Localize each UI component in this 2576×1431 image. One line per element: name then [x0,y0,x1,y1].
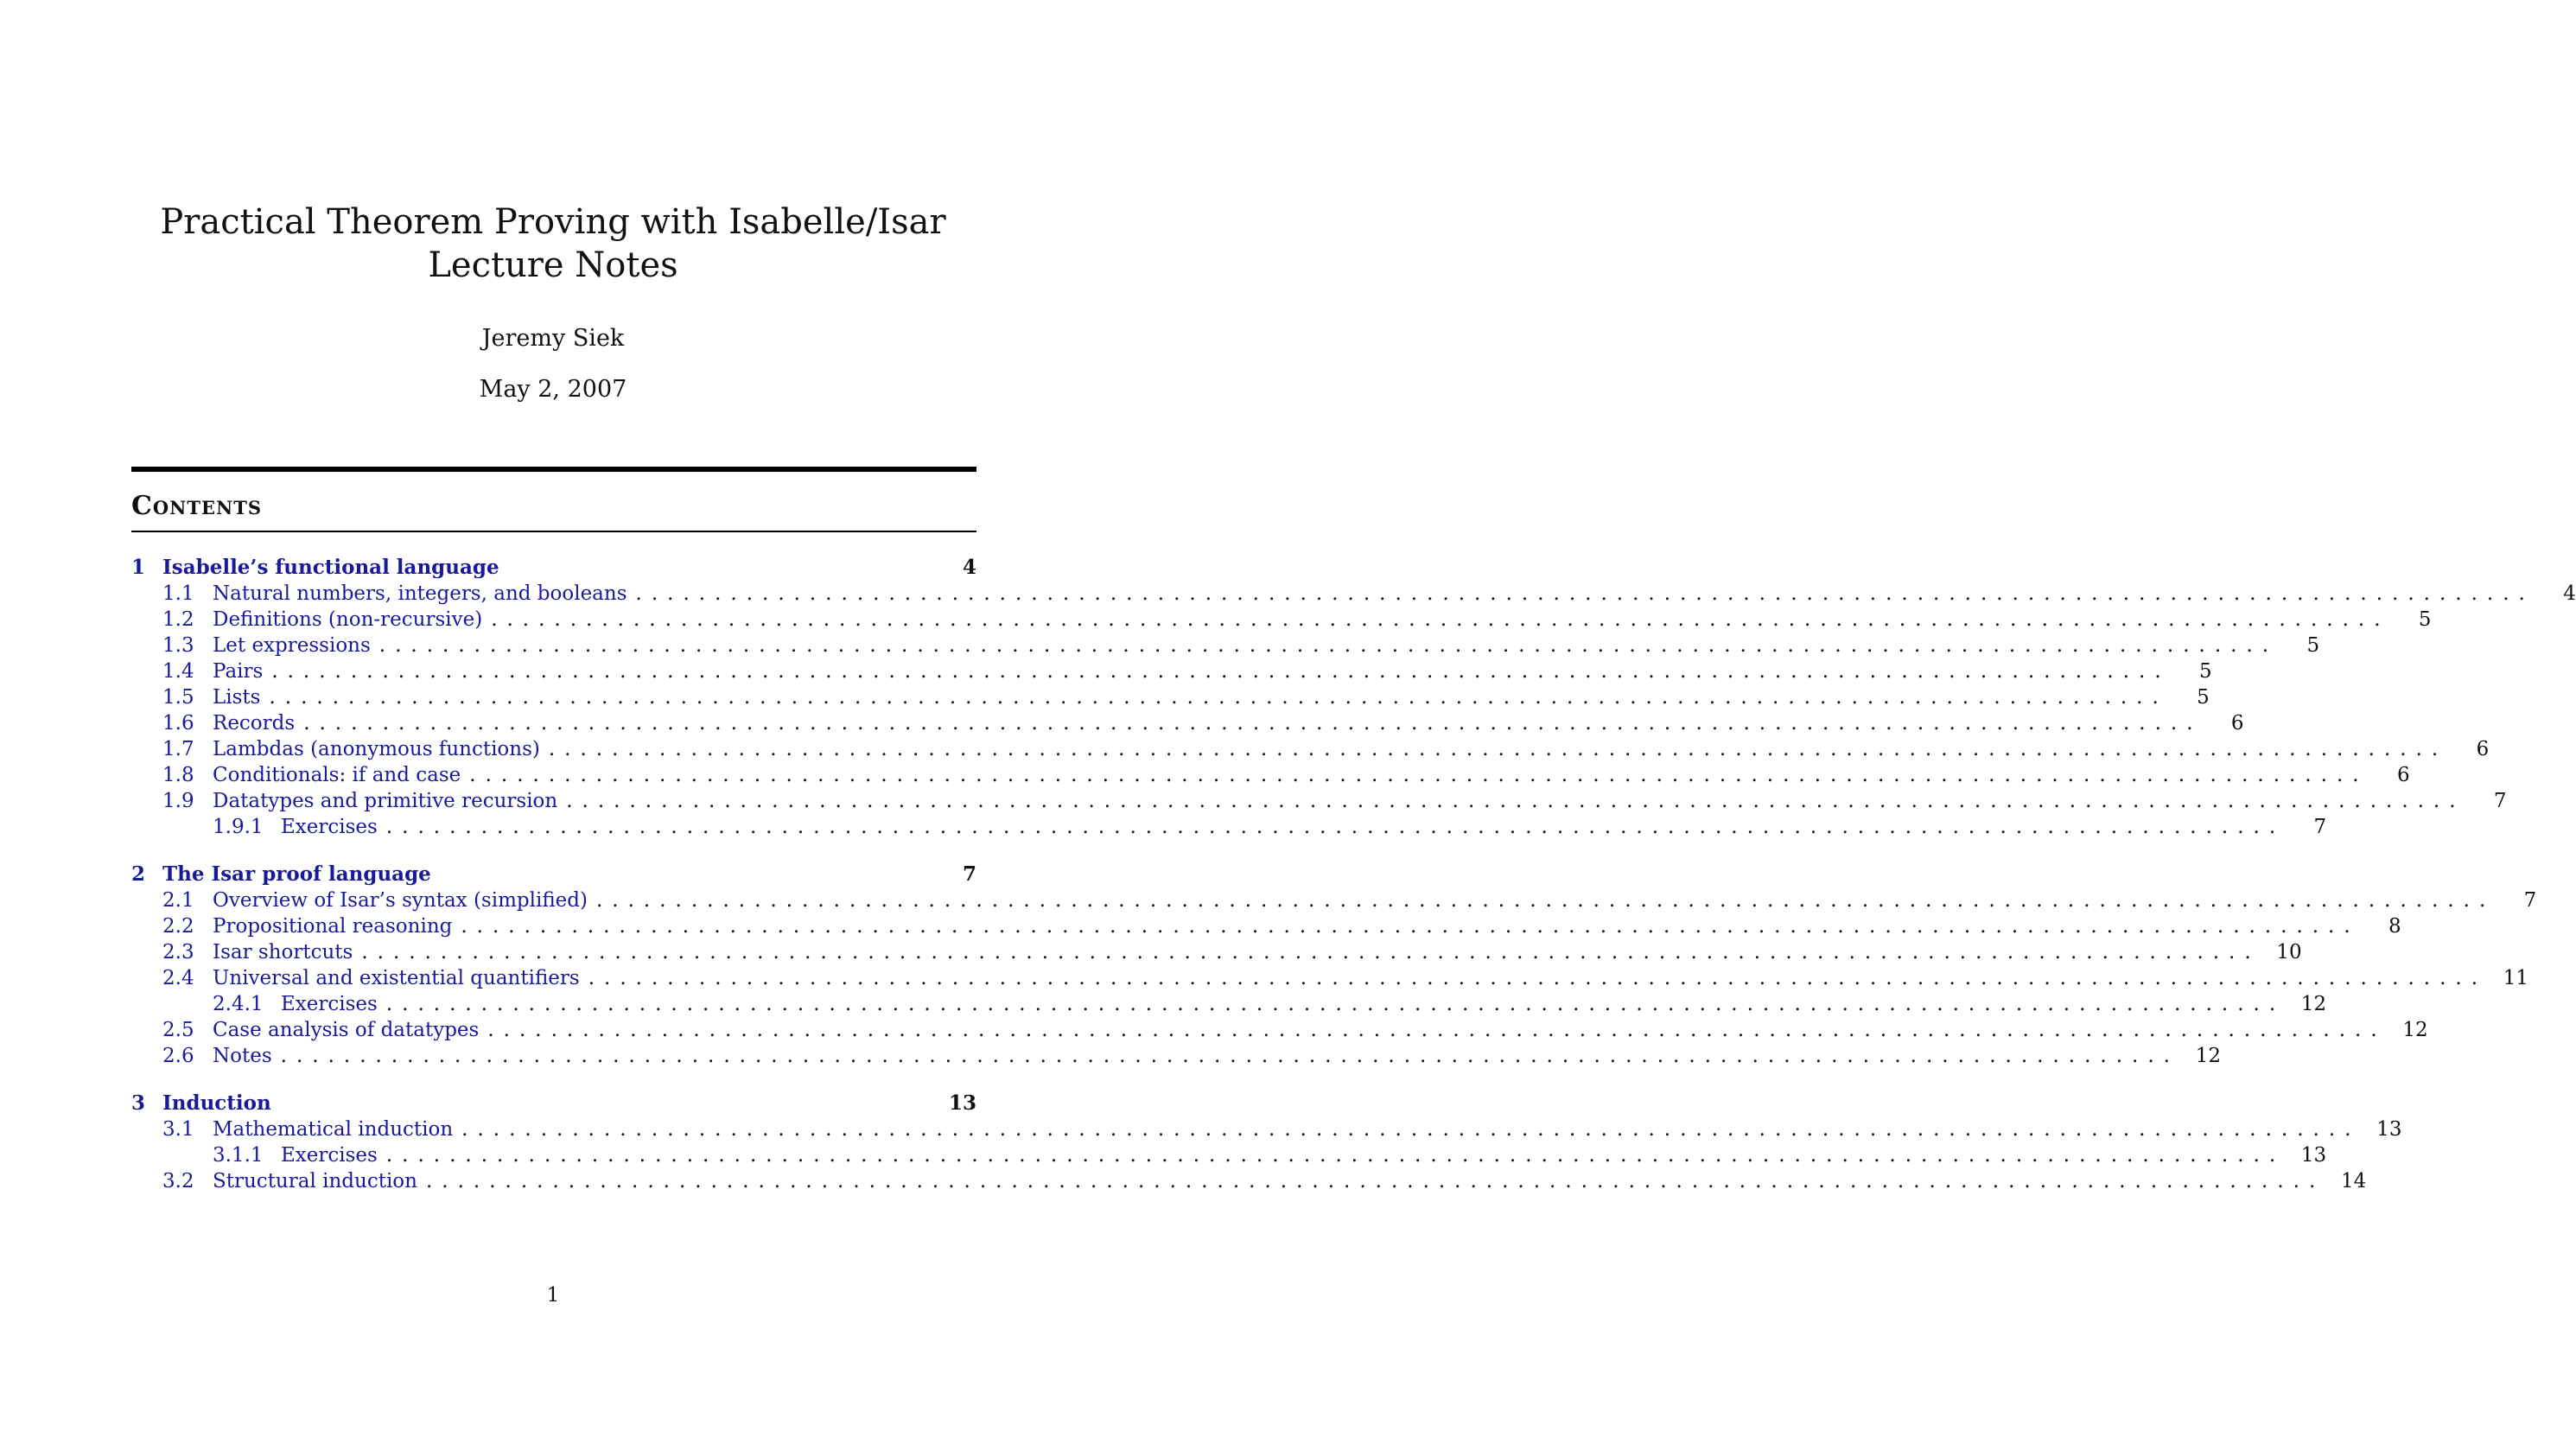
toc-entry-number[interactable]: 3.1 [162,1118,194,1141]
toc-entry-page: 11 [2503,967,2529,989]
toc-entry-section[interactable] [131,607,2432,633]
toc-entry-section[interactable] [131,684,2210,710]
toc-entry-link[interactable]: Conditionals: if and case [213,764,461,786]
toc-entry-page: 7 [2493,790,2507,812]
toc-entry-section[interactable] [131,581,2576,607]
toc-entry-link[interactable]: Propositional reasoning [213,915,453,938]
toc-entry-chapter[interactable] [131,555,976,581]
toc-entry-number[interactable]: 2.1 [162,889,194,912]
toc-entry-link[interactable]: Mathematical induction [213,1118,454,1141]
toc-dot-leader: ........................................................................................................................ [595,889,2496,912]
toc-dot-leader: ........................................................................................................................ [385,1144,2286,1167]
toc-entry-link[interactable]: Datatypes and primitive recursion [213,790,558,812]
toc-entry-link[interactable]: Exercises [281,993,378,1015]
toc-dot-leader: ........................................................................................................................ [635,582,2535,605]
contents-heading: Contents [131,491,262,521]
document-title [0,200,1106,287]
toc-dot-leader: ........................................................................................................................ [271,660,2171,683]
toc-entry-page: 6 [2396,764,2410,786]
toc-entry-number[interactable]: 2.5 [162,1019,194,1041]
toc-entry-page: 4 [2563,582,2576,605]
thick-divider [131,467,976,472]
toc-entry-number[interactable]: 2.2 [162,915,194,938]
toc-dot-leader: ........................................................................................................................ [461,915,2360,938]
toc-entry-number[interactable]: 3.1.1 [213,1144,264,1167]
toc-entry-section[interactable] [131,658,2212,684]
toc-entry-section[interactable] [131,1116,2402,1142]
toc-entry-subsection[interactable] [131,1142,2327,1168]
toc-entry-page: 5 [2199,660,2212,683]
toc-entry-page: 8 [2388,915,2401,938]
toc-entry-page: 7 [2313,816,2327,838]
toc-entry-number[interactable]: 1.9 [162,790,194,812]
toc-entry-link[interactable]: Case analysis of datatypes [213,1019,480,1041]
toc-entry-page: 5 [2306,634,2320,657]
toc-dot-leader: ........................................................................................................................ [361,941,2261,964]
toc-entry-number[interactable]: 2.4 [162,967,194,989]
toc-entry-section[interactable] [131,736,2490,762]
toc-entry-page: 7 [962,862,976,886]
toc-dot-leader: ........................................................................................................................ [548,738,2448,760]
toc-dot-leader: ........................................................................................................................ [425,1170,2325,1192]
toc-entry-number[interactable]: 2 [131,862,146,886]
table-of-contents [131,555,2576,1194]
toc-entry-page: 5 [2197,686,2210,709]
toc-entry-number[interactable]: 1.5 [162,686,194,709]
toc-entry-link[interactable]: Pairs [213,660,264,683]
toc-entry-chapter[interactable] [131,1091,976,1116]
toc-entry-section[interactable] [131,710,2244,736]
date: May 2, 2007 [479,376,627,403]
toc-dot-leader: ........................................................................................................................ [303,712,2203,735]
toc-entry-section[interactable] [131,913,2401,939]
toc-dot-leader: ........................................................................................................................ [378,634,2279,657]
toc-entry-link[interactable]: Natural numbers, integers, and booleans [213,582,627,605]
toc-dot-leader: ........................................................................................................................ [280,1045,2179,1067]
page-number: 1 [546,1284,560,1307]
toc-entry-number[interactable]: 1.7 [162,738,194,760]
toc-entry-page: 14 [2341,1170,2367,1192]
toc-entry-link[interactable]: Exercises [281,816,378,838]
toc-entry-link[interactable]: Isabelle’s functional language [162,556,499,579]
toc-entry-page: 5 [2418,608,2432,631]
toc-entry-number[interactable]: 1.9.1 [213,816,264,838]
thin-divider [131,531,976,532]
toc-entry-link[interactable]: Lambdas (anonymous functions) [213,738,540,760]
toc-entry-section[interactable] [131,887,2537,913]
toc-entry-link[interactable]: Records [213,712,296,735]
title-line-2: Lecture Notes [428,245,678,285]
toc-dot-leader: ........................................................................................................................ [491,608,2390,631]
toc-dot-leader: ........................................................................................................................ [588,967,2488,989]
toc-entry-subsection[interactable] [131,814,2327,840]
toc-entry-section[interactable] [131,1043,2221,1069]
toc-entry-number[interactable]: 1.4 [162,660,194,683]
toc-entry-section[interactable] [131,762,2410,788]
toc-entry-number[interactable]: 3 [131,1091,146,1115]
toc-entry-page: 13 [2300,1144,2327,1167]
toc-dot-leader: ........................................................................................................................ [385,816,2286,838]
toc-entry-section[interactable] [131,788,2507,814]
toc-entry-section[interactable] [131,965,2529,991]
toc-dot-leader: ........................................................................................................................ [461,1118,2361,1141]
toc-entry-page: 13 [948,1091,976,1115]
toc-dot-leader: ........................................................................................................................ [269,686,2168,709]
toc-entry-link[interactable]: Lists [213,686,261,709]
toc-entry-link[interactable]: Isar shortcuts [213,941,353,964]
toc-entry-link[interactable]: Exercises [281,1144,378,1167]
toc-entry-page: 12 [2402,1019,2428,1041]
toc-entry-number[interactable]: 2.4.1 [213,993,264,1015]
toc-entry-page: 6 [2230,712,2244,735]
toc-entry-page: 4 [962,556,976,579]
toc-entry-page: 12 [2300,993,2327,1015]
toc-entry-section[interactable] [131,633,2320,658]
title-line-1: Practical Theorem Proving with Isabelle/Isar [160,202,946,242]
toc-entry-link[interactable]: Definitions (non-recursive) [213,608,483,631]
toc-entry-number[interactable]: 3.2 [162,1170,194,1192]
toc-entry-number[interactable]: 1.2 [162,608,194,631]
toc-entry-link[interactable]: Structural induction [213,1170,417,1192]
toc-entry-number[interactable]: 1.3 [162,634,194,657]
toc-entry-page: 13 [2376,1118,2402,1141]
toc-entry-link[interactable]: Notes [213,1045,272,1067]
toc-entry-section[interactable] [131,1017,2428,1043]
toc-entry-number[interactable]: 2.6 [162,1045,194,1067]
toc-entry-link[interactable]: Induction [162,1091,271,1115]
toc-entry-link[interactable]: Let expressions [213,634,371,657]
toc-entry-subsection[interactable] [131,991,2327,1017]
toc-entry-section[interactable] [131,939,2302,965]
toc-entry-number[interactable]: 1.8 [162,764,194,786]
toc-dot-leader: ........................................................................................................................ [566,790,2465,812]
toc-entry-page: 6 [2476,738,2490,760]
toc-entry-link[interactable]: Overview of Isar’s syntax (simplified) [213,889,588,912]
toc-entry-page: 12 [2195,1045,2221,1067]
toc-entry-link[interactable]: The Isar proof language [162,862,431,886]
toc-dot-leader: ........................................................................................................................ [487,1019,2387,1041]
toc-entry-page: 10 [2276,941,2302,964]
toc-entry-number[interactable]: 1 [131,556,146,579]
toc-dot-leader: ........................................................................................................................ [385,993,2286,1015]
toc-entry-number[interactable]: 1.6 [162,712,194,735]
author: Jeremy Siek [481,325,625,352]
toc-entry-section[interactable] [131,1168,2367,1194]
toc-dot-leader: ........................................................................................................................ [469,764,2369,786]
toc-entry-chapter[interactable] [131,862,976,887]
toc-entry-page: 7 [2523,889,2537,912]
toc-entry-number[interactable]: 2.3 [162,941,194,964]
toc-entry-link[interactable]: Universal and existential quantifiers [213,967,580,989]
toc-entry-number[interactable]: 1.1 [162,582,194,605]
